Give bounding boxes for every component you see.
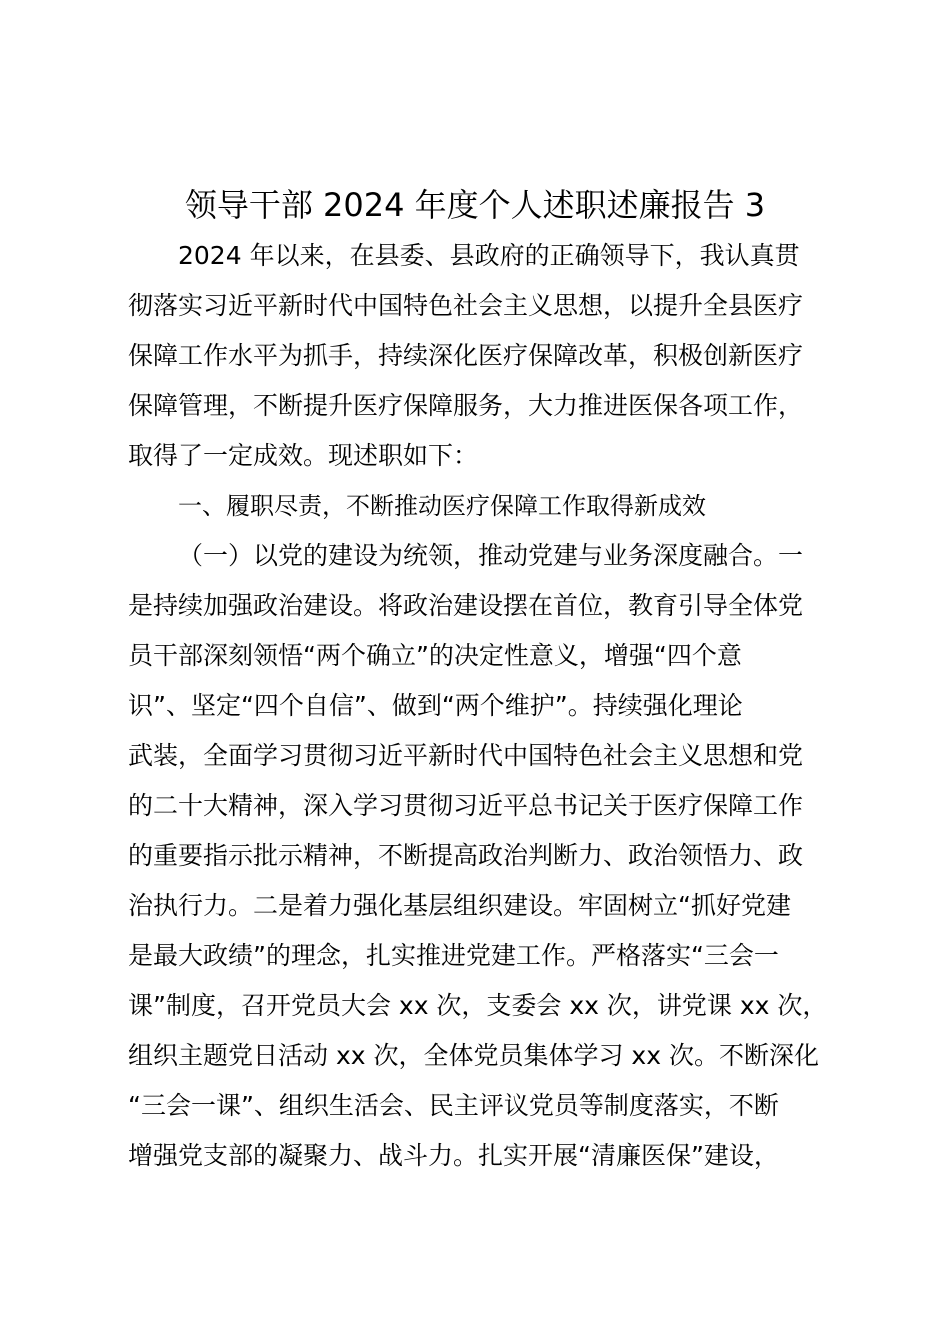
paragraph-line-8: 是持续加强政治建设。将政治建设摆在首位，教育引导全体党 (128, 591, 804, 620)
paragraph-line-9: 员干部深刻领悟“两个确立”的决定性意义，增强“四个意 (128, 641, 742, 670)
paragraph-line-10: 识”、坚定“四个自信”、做到“两个维护”。持续强化理论 (128, 691, 743, 720)
paragraph-line-2: 彻落实习近平新时代中国特色社会主义思想，以提升全县医疗 (128, 291, 804, 320)
paragraph-line-17: 组织主题党日活动 xx 次，全体党员集体学习 xx 次。不断深化 (128, 1041, 819, 1070)
paragraph-line-7: （一）以党的建设为统领，推动党建与业务深度融合。一 (178, 541, 804, 570)
paragraph-line-5: 取得了一定成效。现述职如下： (128, 441, 479, 470)
section-heading-1: 一、履职尽责，不断推动医疗保障工作取得新成效 (178, 492, 706, 520)
paragraph-line-11: 武装，全面学习贯彻习近平新时代中国特色社会主义思想和党 (128, 741, 804, 770)
paragraph-line-19: 增强党支部的凝聚力、战斗力。扎实开展“清廉医保”建设， (128, 1141, 779, 1170)
paragraph-line-16: 课”制度，召开党员大会 xx 次，支委会 xx 次，讲党课 xx 次， (128, 991, 828, 1020)
paragraph-line-15: 是最大政绩”的理念，扎实推进党建工作。严格落实“三会一 (128, 941, 779, 970)
paragraph-line-18: “三会一课”、组织生活会、民主评议党员等制度落实，不断 (128, 1091, 779, 1120)
document-title: 领导干部 2024 年度个人述职述廉报告 3 (184, 186, 766, 224)
paragraph-line-3: 保障工作水平为抓手，持续深化医疗保障改革，积极创新医疗 (128, 341, 804, 370)
paragraph-line-1: 2024 年以来，在县委、县政府的正确领导下，我认真贯 (178, 241, 800, 270)
paragraph-line-13: 的重要指示批示精神，不断提高政治判断力、政治领悟力、政 (128, 841, 804, 870)
paragraph-line-4: 保障管理，不断提升医疗保障服务，大力推进医保各项工作， (128, 391, 804, 420)
paragraph-line-14: 治执行力。二是着力强化基层组织建设。牢固树立“抓好党建 (128, 891, 791, 920)
paragraph-line-12: 的二十大精神，深入学习贯彻习近平总书记关于医疗保障工作 (128, 791, 804, 820)
